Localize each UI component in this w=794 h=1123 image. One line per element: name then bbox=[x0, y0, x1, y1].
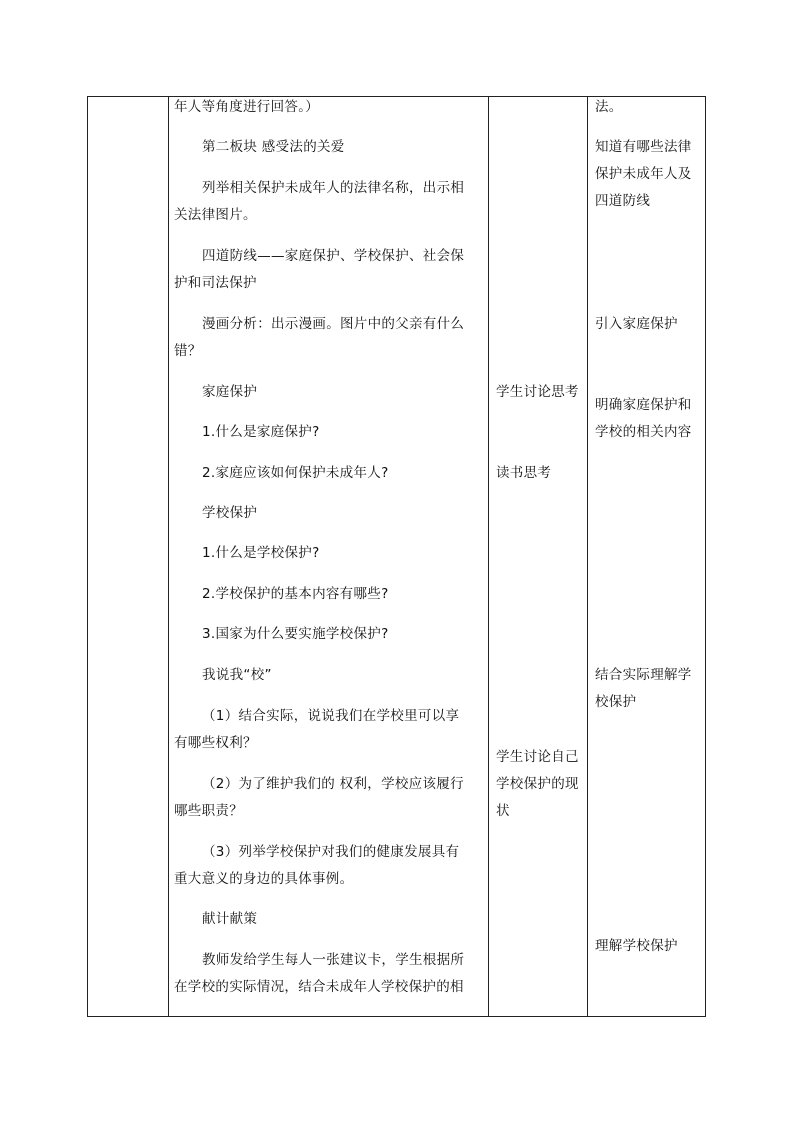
content-line: 关法律图片。 bbox=[174, 207, 257, 223]
lesson-table bbox=[87, 96, 706, 1017]
question-line: 2.学校保护的基本内容有哪些? bbox=[202, 586, 389, 602]
content-line: 有哪些权利？ bbox=[174, 735, 257, 751]
content-line: 重大意义的身边的具体事例。 bbox=[174, 871, 354, 887]
content-line: 漫画分析：出示漫画。图片中的父亲有什么 bbox=[202, 316, 465, 332]
student-activity: 学生讨论自己 bbox=[496, 749, 579, 765]
student-activity: 学生讨论思考 bbox=[496, 384, 579, 400]
design-intent: 明确家庭保护和 bbox=[595, 397, 692, 413]
question-line: 1.什么是家庭保护? bbox=[202, 424, 320, 440]
content-line: 四道防线——家庭保护、学校保护、社会保 bbox=[202, 248, 465, 264]
design-intent: 校保护 bbox=[595, 694, 637, 710]
activity-heading: 献计献策 bbox=[202, 911, 258, 927]
design-intent: 知道有哪些法律 bbox=[595, 139, 692, 155]
content-line: （3）列举学校保护对我们的健康发展具有 bbox=[202, 844, 460, 860]
content-line: 哪些职责？ bbox=[174, 803, 243, 819]
content-line: 列举相关保护未成年人的法律名称，出示相 bbox=[202, 180, 465, 196]
section-heading: 第二板块 感受法的关爱 bbox=[202, 139, 345, 155]
content-line: 教师发给学生每人一张建议卡，学生根据所 bbox=[202, 952, 465, 968]
student-activity: 状 bbox=[496, 803, 510, 819]
student-activity: 学校保护的现 bbox=[496, 776, 579, 792]
design-intent: 学校的相关内容 bbox=[595, 424, 692, 440]
content-line: 错？ bbox=[174, 343, 202, 359]
content-line: 年人等角度进行回答。） bbox=[174, 99, 320, 115]
column-divider bbox=[587, 97, 588, 1016]
design-intent: 四道防线 bbox=[595, 193, 651, 209]
design-intent: 理解学校保护 bbox=[595, 938, 678, 954]
design-intent: 引入家庭保护 bbox=[595, 316, 678, 332]
question-line: 1.什么是学校保护? bbox=[202, 545, 320, 561]
column-divider bbox=[488, 97, 489, 1016]
content-line: 在学校的实际情况，结合未成年人学校保护的相 bbox=[174, 979, 464, 995]
design-intent: 法。 bbox=[595, 99, 623, 115]
topic-heading: 家庭保护 bbox=[202, 384, 258, 400]
design-intent: 结合实际理解学 bbox=[595, 667, 692, 683]
content-line: （2）为了维护我们的 权利，学校应该履行 bbox=[202, 776, 464, 792]
column-divider bbox=[168, 97, 169, 1016]
content-line: （1）结合实际，说说我们在学校里可以享 bbox=[202, 708, 460, 724]
question-line: 3.国家为什么要实施学校保护? bbox=[202, 626, 389, 642]
student-activity: 读书思考 bbox=[496, 465, 552, 481]
question-line: 2.家庭应该如何保护未成年人? bbox=[202, 465, 389, 481]
activity-heading: 我说我“校” bbox=[202, 667, 272, 683]
content-line: 护和司法保护 bbox=[174, 275, 257, 291]
design-intent: 保护未成年人及 bbox=[595, 166, 692, 182]
topic-heading: 学校保护 bbox=[202, 505, 258, 521]
